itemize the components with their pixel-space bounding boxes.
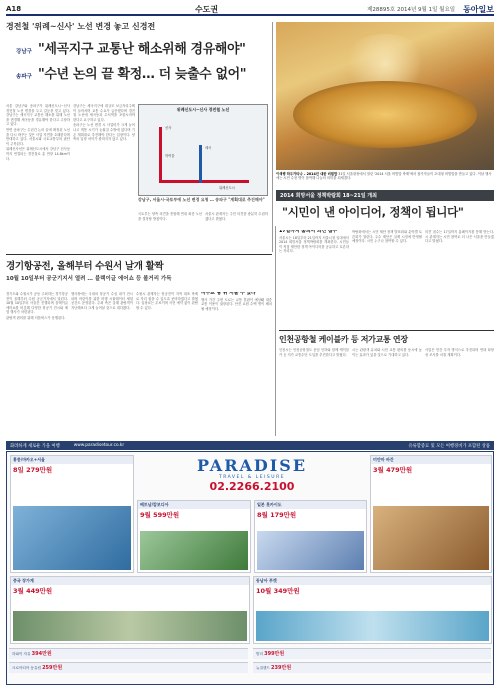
ad-top-bar [6, 441, 494, 450]
ad-card-6[interactable] [253, 576, 492, 644]
ad-card-1-price: 8일 279만원 [13, 466, 53, 474]
ad-card-4-title: 일본 홋카이도 [255, 501, 366, 509]
ad-bar-url[interactable]: www.paradisetour.co.kr [73, 443, 125, 448]
airshow-minihead: 미수교 땅 위 서울 수 있다 [201, 292, 256, 296]
column-divider-2 [275, 226, 276, 436]
ad-card-3[interactable] [137, 500, 251, 573]
ad-card-3-title: 베트남/캄보디아 [138, 501, 250, 509]
ad-row-1-price: 394만원 [31, 651, 52, 657]
photo-caption-body: 31일 서울광장에서 열린 '2014 서울 비빔밥 축제'에서 참가자들이 초대형 비빔밥을 만들고 있다. 이날 행사에는 시민 수천 명이 참여해 나눔의 의미를 되새겼다. [276, 172, 492, 181]
airshow-col-1: 경기도와 수원시가 공동 주최하는 경기항공전이 올해부터 수원 공군기지에서 열린다. 10월 10일부터 사흘간 진행되며 블랙이글 에어쇼를 비롯해 다양한 항공기 전시와 체험 행사가 마련된다. 관람객 편의를 위해 셔틀버스가 운행된다. [6, 292, 68, 320]
festival-photo [276, 22, 494, 170]
ad-card-4[interactable] [254, 500, 367, 573]
page-number: A18 [6, 5, 22, 13]
ad-brand: PARADISE [196, 456, 308, 475]
cable-col-2: 시는 관광객 유치와 시민 교통 편의를 동시에 높이는 효과가 있을 것으로 기대하고 있다. [352, 348, 422, 357]
ad-row-2-price: 399만원 [264, 651, 285, 657]
headline-tag-2: 송파구 [16, 74, 32, 80]
map-route-line-1 [159, 127, 162, 183]
map-title: 위례신도시~신사 경전철 노선 [176, 107, 230, 112]
map-route-line-2 [159, 180, 249, 183]
ad-card-1-image [13, 506, 131, 570]
route-map [138, 104, 268, 196]
section-rule-2 [279, 330, 494, 331]
ad-card-2-price: 3월 479만원 [373, 466, 413, 474]
body-column-2: 강남구는 세곡지구에 대규모 보금자리주택이 들어서며 교통 수요가 급증했다며 경전철 노선에 세곡동과 수서역을 포함시켜야 한다고 요구하고 있다. 송파구는 노선 변경 시 사업비가 크게 늘어나고 개통 시기가 늦춰질 수밖에 없다며 기존 계획대로 추진해야 한다는 입장이다. 양측의 입장 차이가 좁혀지지 않고 있다. [73, 104, 135, 142]
airshow-article-head [6, 258, 272, 282]
ad-card-2[interactable] [370, 455, 492, 573]
cable-col-3: 사업은 민간 투자 방식으로 추진되며 연내 타당성 조사를 마칠 계획이다. [425, 348, 494, 357]
lead-headline-block [6, 21, 266, 82]
ad-card-3-price: 9월 599만원 [140, 511, 180, 519]
policy-expo-tag: 2014 희망서울 정책박람회 18~21일 개최 [276, 190, 494, 201]
cable-col-1: 인천시는 인천공항철도 운임 인하와 함께 케이블카 등 저가 교통수단 도입을 추진한다고 밝혔다. [279, 348, 349, 357]
airshow-subhead: 10월 10일부터 공군기지서 열려 … 블랙이글 에어쇼 등 볼거리 가득 [6, 276, 172, 282]
lead-headline-1: "세곡지구 교통난 해소위해 경유해야" [38, 42, 246, 57]
ad-row-2[interactable] [253, 648, 491, 659]
photo-pan [293, 81, 476, 148]
map-label-2: 학여울 [165, 154, 175, 158]
ad-bar-right: 유류할증료 및 모든 여행경비가 포함된 상품 [408, 443, 490, 449]
ad-card-1-title: 홍콩/마카오+서울 [11, 456, 133, 464]
body-column-4: 서울시 관계자는 주민 의견을 충분히 수렴하겠다고 밝혔다. [205, 212, 268, 221]
ad-card-5[interactable] [10, 576, 250, 644]
page-header [6, 4, 494, 16]
ad-logo [137, 456, 367, 496]
ad-card-4-price: 8월 179만원 [257, 511, 297, 519]
map-alt-route-line [199, 145, 202, 183]
paper-logo: 동아일보 [463, 3, 494, 14]
ad-row-3-title: 크로아티아 동유럽 [12, 666, 41, 670]
airshow-col-4: 미수교 땅 위 서울 수 있다 행사 기간 주변 도로는 교통 혼잡이 예상돼 대중교통 이용이 권장된다. 안전 요원 수백 명이 배치될 예정이다. [201, 292, 272, 311]
expo-col-3: 의견 접수는 17일까지 홈페이지를 통해 받는다. 시 관계자는 시민 참여로 더 나은 서울을 만들겠다고 밝혔다. [425, 230, 494, 244]
ad-brand-sub: TRAVEL & LEISURE [218, 475, 286, 480]
ad-row-4-title: 뉴질랜드 [256, 666, 270, 670]
headline-tag-1: 강남구 [16, 49, 32, 55]
ad-row-1-title: 하와이 자유 [12, 652, 31, 656]
ad-row-1[interactable] [9, 648, 248, 659]
airshow-col-3: 수원시 관계자는 항공전이 지역 대표 축제로 자리 잡을 수 있도록 준비하겠다고 밝혔다. 입장료는 무료이며 사전 예약 없이 관람할 수 있다. [136, 292, 198, 310]
ad-card-6-price: 10월 349만원 [256, 587, 300, 595]
ad-card-6-image [256, 611, 489, 641]
ad-card-5-image [13, 611, 247, 641]
ad-row-4[interactable] [253, 662, 491, 673]
map-label-4: 위례신도시 [219, 186, 235, 190]
ad-card-5-price: 3월 449만원 [13, 587, 53, 595]
ad-card-2-title: 미얀마 바간 [371, 456, 491, 464]
photo-caption-title: 이색행 하우카타나 – 2014년 대한 비빔밥 [276, 172, 338, 176]
ad-bar-left: 화려하게 새로운 가을 여행 [10, 443, 60, 449]
expo-col-2: 박람회에서는 시민 제안 정책 발표회와 분야별 토론회가 열린다. 우수 제안은 실제 시정에 반영될 예정이다. 시민 누구나 참여할 수 있다. [352, 230, 422, 244]
policy-expo-quote: "시민이 낸 아이디어, 정책이 됩니다" [282, 205, 464, 219]
ad-card-3-image [140, 531, 248, 570]
ad-row-3-price: 259만원 [42, 665, 63, 671]
lead-headline-2: "수년 논의 끝 확정… 더 늦출수 없어" [38, 67, 247, 82]
ad-card-4-image [257, 531, 364, 570]
expo-subhead: 17일까지 홈피서 의견 접수 [279, 230, 338, 234]
airshow-col-2: 행사장에는 국내외 항공기 수십 대가 전시되며 어린이를 위한 비행 시뮬레이터 체험 공간도 운영된다. 주최 측은 올해 관람객이 지난해보다 크게 늘어날 것으로 내다봤다. [71, 292, 133, 310]
ad-card-5-title: 중국 장가계 [11, 577, 249, 585]
map-label-1: 신사 [165, 126, 172, 130]
lead-kicker: 경전철 '위례~신사' 노선 변경 놓고 신경전 [6, 22, 156, 31]
cable-headline: 인천공항철 케이블카 등 저가교통 연장 [279, 335, 408, 344]
ad-card-2-image [373, 506, 489, 570]
travel-advertisement[interactable] [6, 451, 494, 685]
map-label-3: 세곡 [205, 146, 212, 150]
section-rule-1 [6, 254, 272, 255]
photo-caption [276, 172, 494, 181]
ad-card-1[interactable] [10, 455, 134, 573]
column-divider [272, 22, 273, 252]
body-column-1: 서울 강남구와 송파구가 위례신도시~신사 경전철 노선 변경을 두고 갈등을 빚고 있다. 강남구는 세곡지구 교통난 해소를 위해 노선을 변경해 세곡동을 경유해야 한다고 주장하고 있다. 반면 송파구는 수년간 논의 끝에 확정된 노선을 다시 바꾸는 것은 사업 지연을 초래한다며 반대하고 있다. 서울시와 국토교통부의 판단이 주목된다. 위례신사선은 위례신도시에서 강남구 신사동까지 연결되는 경전철로 총 연장 14.8km이다. [6, 104, 70, 161]
ad-row-3[interactable] [9, 662, 248, 673]
headline-row-1 [6, 38, 266, 57]
headline-row-2 [6, 63, 266, 82]
ad-card-6-title: 동남아 푸켓 [254, 577, 491, 585]
body-column-3: 국토부는 양측 의견을 종합해 연내 최종 노선을 결정할 방침이다. [138, 212, 202, 221]
airshow-headline: 경기항공전, 올해부터 수원서 날개 활짝 [6, 261, 164, 272]
ad-phone[interactable]: 02.2266.2100 [209, 480, 295, 493]
expo-col-1: 17일까지 홈피서 의견 접수 서울시는 18일부터 21일까지 서울시청 일대에서 2014 희망서울 정책박람회를 개최한다. 시민들이 직접 제안한 정책 아이디어를 공유하고 토론하는 자리다. [279, 230, 349, 254]
ad-row-4-price: 239만원 [271, 665, 292, 671]
map-caption: 강남구, 서울시·국토부에 노선 변경 요청 … 송파구 "계획대로 추진해야" [138, 197, 265, 202]
issue-meta: 제28895호 2014년 9월 1일 월요일 [367, 7, 456, 13]
section-name: 수도권 [194, 4, 219, 14]
ad-row-2-title: 발리 [256, 652, 263, 656]
